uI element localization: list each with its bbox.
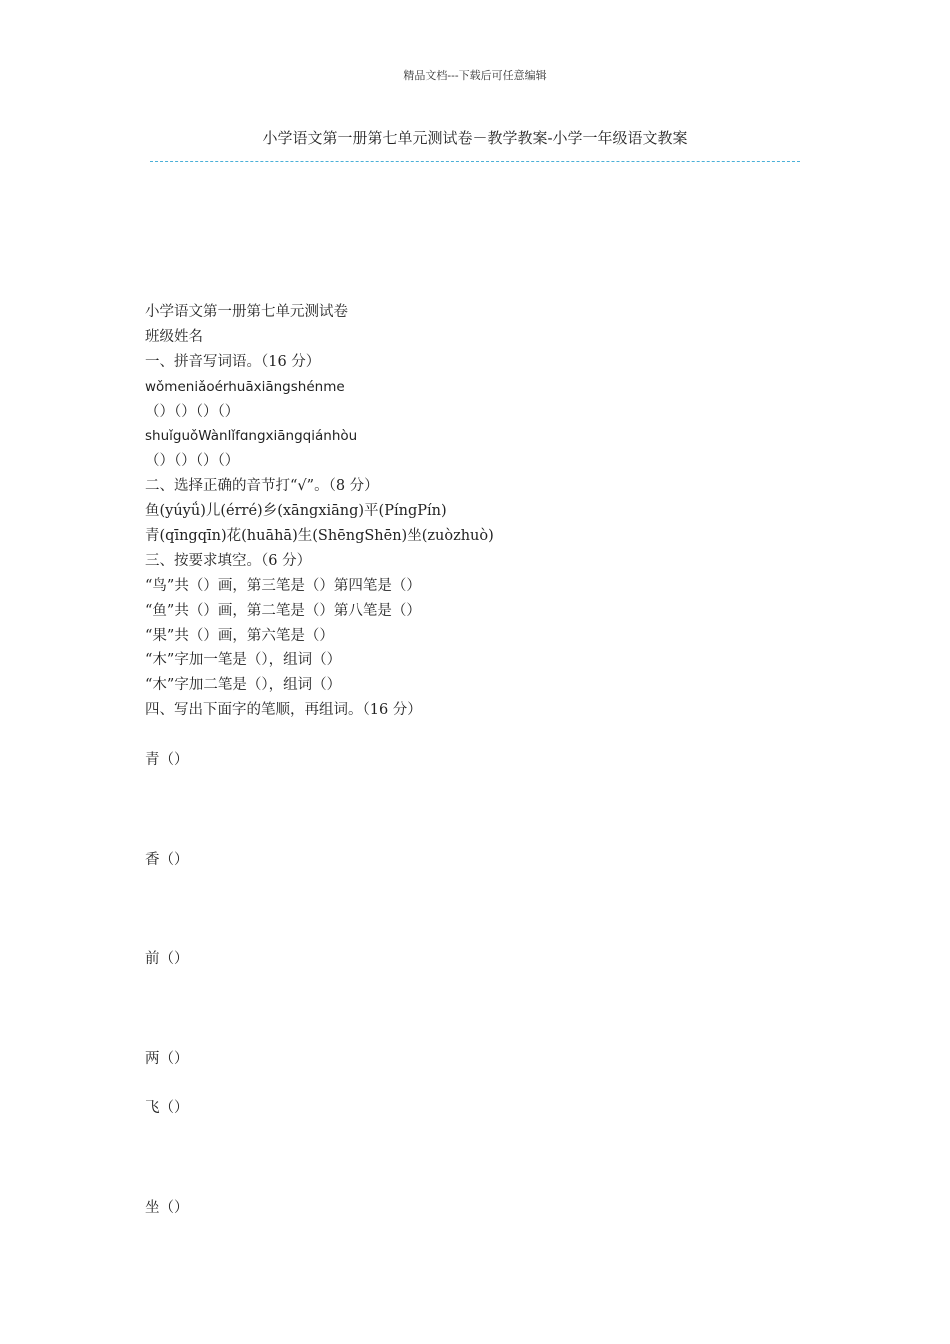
stroke-order-item: 香（） xyxy=(145,852,189,868)
section-2-heading: 二、选择正确的音节打“√”。（8 分） xyxy=(145,478,379,495)
fill-in-item-5: “木”字加二笔是（），组词（） xyxy=(145,677,342,694)
test-title: 小学语文第一册第七单元测试卷 xyxy=(145,304,348,320)
fill-in-item-1: “鸟”共（）画，第三笔是（）第四笔是（） xyxy=(145,577,421,594)
stroke-order-item: 青（） xyxy=(145,752,189,768)
pinyin-row-2: shuǐguǒWànlǐfɑngxiāngqiánhòu xyxy=(145,428,358,445)
fill-in-item-4: “木”字加一笔是（），组词（） xyxy=(145,652,342,669)
syllable-choice-row-1: 鱼(yúyǘ)儿(érré)乡(xāngxiāng)平(PíngPín) xyxy=(145,503,447,520)
pinyin-row-1: wǒmeniǎoérhuāxiāngshénme xyxy=(145,378,345,395)
section-1-heading: 一、拼音写词语。（16 分） xyxy=(145,353,321,370)
class-name-line: 班级姓名 xyxy=(145,328,203,345)
document-title: 小学语文第一册第七单元测试卷－教学教案-小学一年级语文教案 xyxy=(262,129,688,147)
title-divider xyxy=(150,161,800,162)
stroke-order-item: 前（） xyxy=(145,951,189,967)
answer-blanks-row-1: （）（）（）（） xyxy=(145,403,240,420)
section-3-heading: 三、按要求填空。（6 分） xyxy=(145,552,312,569)
syllable-choice-row-2: 青(qīngqīn)花(huāhā)生(ShēngShēn)坐(zuòzhuò) xyxy=(145,528,494,545)
section-4-heading: 四、写出下面字的笔顺，再组词。（16 分） xyxy=(145,702,422,719)
fill-in-item-3: “果”共（）画，第六笔是（） xyxy=(145,627,334,644)
stroke-order-item: 飞（） xyxy=(145,1100,189,1116)
fill-in-item-2: “鱼”共（）画，第二笔是（）第八笔是（） xyxy=(145,602,421,619)
stroke-order-item: 坐（） xyxy=(145,1200,189,1216)
answer-blanks-row-2: （）（）（）（） xyxy=(145,453,240,470)
stroke-order-item: 两（） xyxy=(145,1051,189,1067)
test-body xyxy=(145,300,845,723)
header-note: 精品文档---下载后可任意编辑 xyxy=(403,69,547,82)
